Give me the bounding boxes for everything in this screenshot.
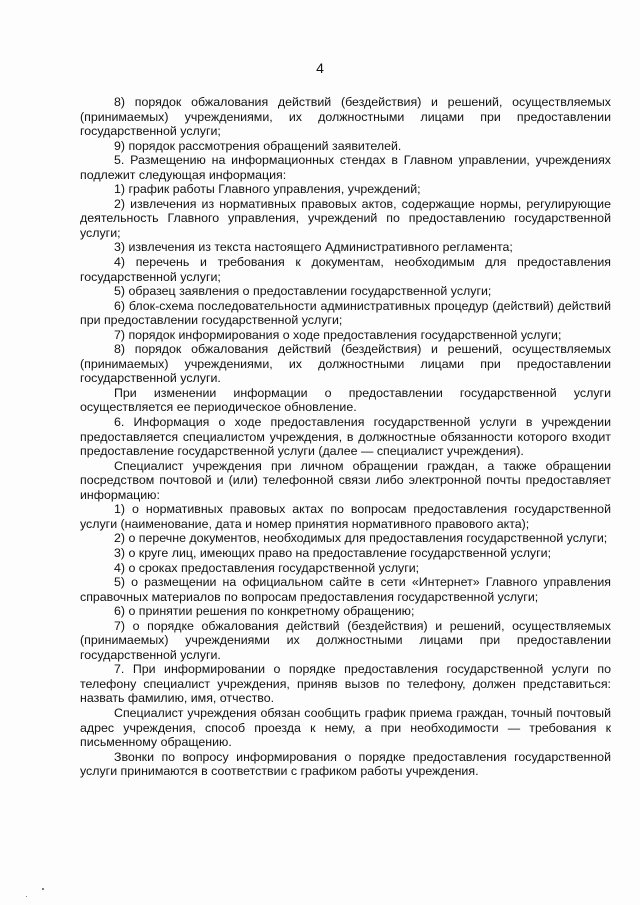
paragraph: 7. При информировании о порядке предоставления государственной услуги по телефону специалист учреждения, приняв вызов по телефону, должен представиться: назвать фамилию, имя, отчество. bbox=[80, 662, 611, 706]
paragraph: 5. Размещению на информационных стендах в Главном управлении, учреждениях подлежит следующая информация: bbox=[80, 153, 611, 182]
paragraph: 6) о принятии решения по конкретному обращению; bbox=[114, 604, 415, 619]
paragraph: 3) извлечения из текста настоящего Административного регламента; bbox=[114, 240, 513, 255]
paragraph: 1) о нормативных правовых актах по вопросам предоставления государственной услуги (наименование, дата и номер принятия нормативного правового акта); bbox=[80, 502, 611, 531]
paragraph: 7) о порядке обжалования действий (бездействия) и решений, осуществляемых (принимаемых) учреждениями их должностными лицами при предоставлении государственной услуги. bbox=[80, 618, 611, 662]
paragraph: 6. Информация о ходе предоставления государственной услуги в учреждении предоставляется специалистом учреждения, в должностные обязанности которого входит предоставление государственной услуги (далее — специалист учреждения). bbox=[80, 415, 611, 459]
scan-speck bbox=[26, 896, 27, 897]
paragraph: 9) порядок рассмотрения обращений заявителей. bbox=[114, 138, 402, 153]
paragraph: 8) порядок обжалования действий (бездействия) и решений, осуществляемых (принимаемых) учреждениями, их должностными лицами при предоставлении государственной услуги; bbox=[80, 95, 611, 139]
paragraph: Специалист учреждения при личном обращении граждан, а также обращении посредством почтовой и (или) телефонной связи либо электронной почты предоставляет информацию: bbox=[80, 458, 611, 502]
paragraph: 5) образец заявления о предоставлении государственной услуги; bbox=[114, 284, 492, 299]
paragraph: 4) о сроках предоставления государственной услуги; bbox=[114, 560, 420, 575]
paragraph: 6) блок-схема последовательности административных процедур (действий) действий при предоставлении государственной услуги; bbox=[80, 298, 611, 328]
document-body bbox=[80, 95, 611, 779]
paragraph: 2) о перечне документов, необходимых для предоставления государственной услуги; bbox=[114, 531, 608, 546]
paragraph: 4) перечень и требования к документам, необходимым для предоставления государственной услуги; bbox=[80, 255, 611, 284]
paragraph: 5) о размещении на официальном сайте в сети «Интернет» Главного управления справочных материалов по вопросам предоставления государственной услуги; bbox=[80, 575, 611, 604]
paragraph: 7) порядок информирования о ходе предоставления государственной услуги; bbox=[114, 327, 562, 342]
paragraph: Специалист учреждения обязан сообщить график приема граждан, точный почтовый адрес учреждения, способ проезда к нему, а при необходимости — требования к письменному обращению. bbox=[80, 705, 611, 750]
paragraph: 1) график работы Главного управления, учреждений; bbox=[114, 182, 421, 197]
paragraph: При изменении информации о предоставлении государственной услуги осуществляется ее периодическое обновление. bbox=[80, 385, 611, 415]
page-number: 4 bbox=[316, 60, 324, 76]
paragraph: Звонки по вопросу информирования о порядке предоставления государственной услуги принимаются в соответствии с графиком работы учреждения. bbox=[80, 749, 611, 779]
paragraph: 3) о круге лиц, имеющих право на предоставление государственной услуги; bbox=[114, 545, 552, 560]
paragraph: 8) порядок обжалования действий (бездействия) и решений, осуществляемых (принимаемых) учреждениями, их должностными лицами при предоставлении государственной услуги. bbox=[80, 342, 611, 386]
scan-speck bbox=[42, 888, 44, 890]
paragraph: 2) извлечения из нормативных правовых актов, содержащие нормы, регулирующие деятельность Главного управления, учреждений по предоставлению государственной услуги; bbox=[80, 196, 611, 240]
